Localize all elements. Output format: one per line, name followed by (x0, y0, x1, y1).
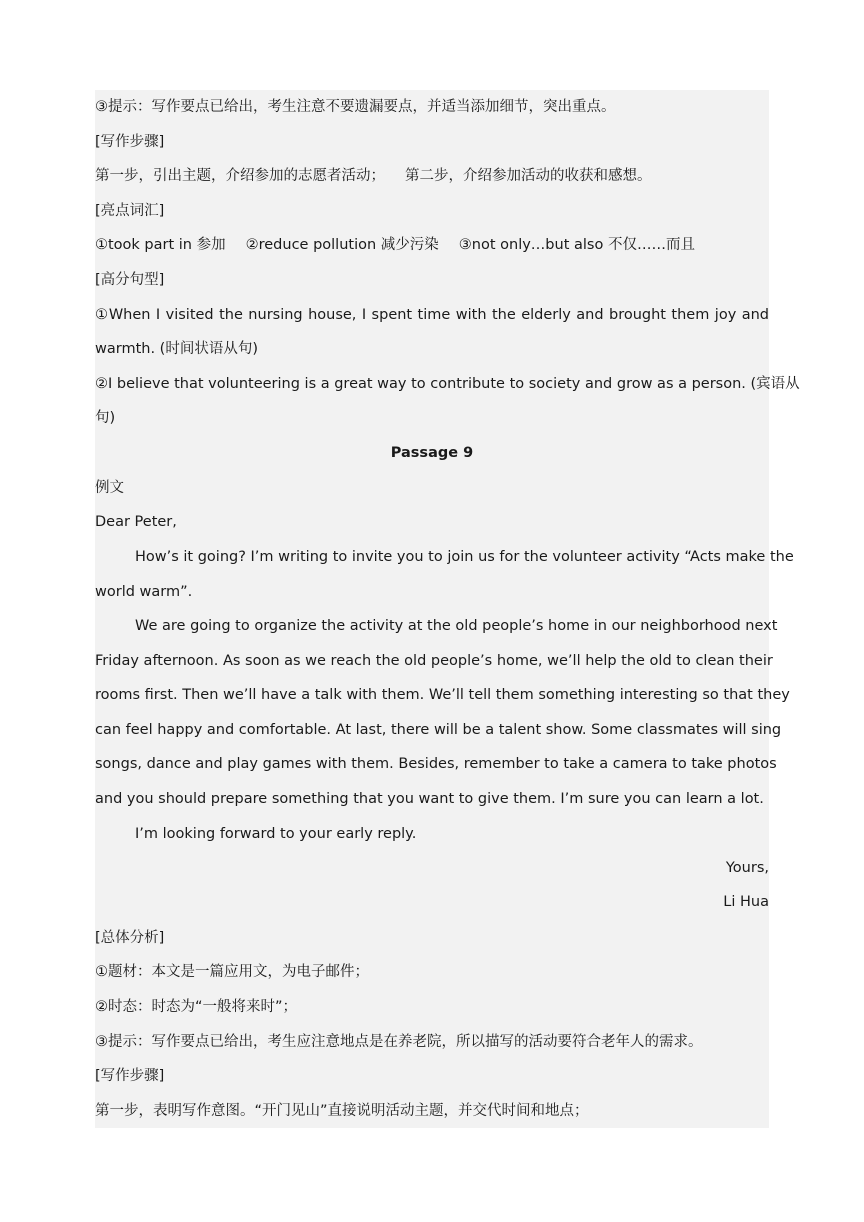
hint-line: ③提示：写作要点已给出，考生注意不要遗漏要点，并适当添加细节，突出重点。 (95, 99, 616, 115)
analysis-item-3: ③提示：写作要点已给出，考生应注意地点是在养老院，所以描写的活动要符合老年人的需求。 (95, 1034, 703, 1050)
steps-heading: [写作步骤] (95, 134, 165, 150)
letter-signature: Li Hua (723, 894, 769, 910)
vocab-item-2: ②reduce pollution 减少污染 (245, 237, 439, 253)
letter-p2-line-6: and you should prepare something that you want to give them. I’m sure you can learn a lot. (95, 791, 764, 807)
step-1: 第一步，引出主题，介绍参加的志愿者活动； (95, 168, 385, 184)
analysis-item-1: ①题材：本文是一篇应用文，为电子邮件； (95, 964, 369, 980)
sentence-1-line-1: ①When I visited the nursing house, I spent time with the elderly and brought them joy and (95, 307, 769, 323)
steps-line (95, 166, 769, 186)
writing-step-1: 第一步，表明写作意图。“开门见山”直接说明活动主题，并交代时间和地点； (95, 1103, 589, 1119)
letter-p2-line-1: We are going to organize the activity at the old people’s home in our neighborhood next (135, 618, 778, 634)
sentences-heading: [高分句型] (95, 272, 165, 288)
step-2: 第二步，介绍参加活动的收获和感想。 (405, 168, 652, 184)
sentence-2-line-1: ②I believe that volunteering is a great way to contribute to society and grow as a person. (宾语从 (95, 376, 800, 392)
sentence-2-line-2: 句) (95, 410, 116, 426)
vocab-line (95, 235, 769, 255)
vocab-item-3: ③not only…but also 不仅……而且 (458, 237, 695, 253)
letter-p3: I’m looking forward to your early reply. (135, 826, 417, 842)
sentence-1-line-2: warmth. (时间状语从句) (95, 341, 258, 357)
letter-p1-line-2: world warm”. (95, 584, 193, 600)
vocab-heading: [亮点词汇] (95, 203, 165, 219)
passage-title: Passage 9 (390, 445, 474, 461)
letter-p2-line-2: Friday afternoon. As soon as we reach the old people’s home, we’ll help the old to clean their (95, 653, 773, 669)
example-label: 例文 (95, 480, 124, 496)
analysis-heading: [总体分析] (95, 930, 165, 946)
letter-p1-line-1: How’s it going? I’m writing to invite you to join us for the volunteer activity “Acts make the (135, 549, 794, 565)
letter-greeting: Dear Peter, (95, 514, 177, 530)
vocab-item-1: ①took part in 参加 (95, 237, 226, 253)
letter-p2-line-5: songs, dance and play games with them. Besides, remember to take a camera to take photos (95, 756, 777, 772)
analysis-item-2: ②时态：时态为“一般将来时”； (95, 999, 298, 1015)
writing-steps-heading: [写作步骤] (95, 1068, 165, 1084)
letter-p2-line-4: can feel happy and comfortable. At last, there will be a talent show. Some classmates will sing (95, 722, 782, 738)
letter-closing: Yours, (725, 860, 769, 876)
letter-p2-line-3: rooms first. Then we’ll have a talk with them. We’ll tell them something interesting so that they (95, 687, 790, 703)
